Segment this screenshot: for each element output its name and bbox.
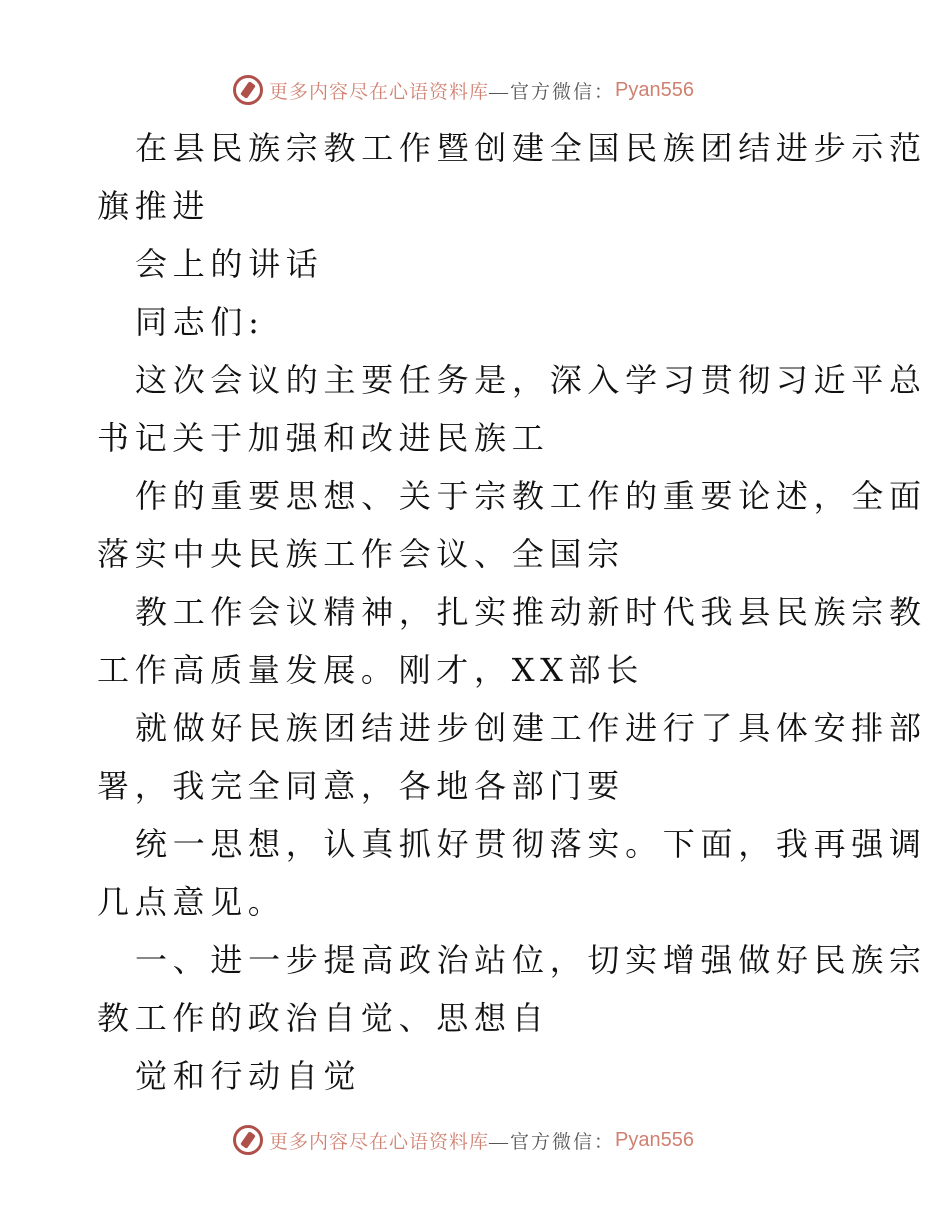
pen-logo-icon — [233, 75, 263, 105]
text-line: 统一思想，认真抓好贯彻落实。下面，我再强调 — [135, 825, 927, 863]
text-line: 教工作的政治自觉、思想自 — [97, 999, 550, 1037]
text-line: 在县民族宗教工作暨创建全国民族团结进步示范 — [135, 129, 927, 167]
text-line: 几点意见。 — [97, 883, 286, 921]
text-line: 书记关于加强和改进民族工 — [97, 419, 550, 457]
watermark-wechat-id: Pyan556 — [615, 1128, 694, 1151]
text-line: 署，我完全同意，各地各部门要 — [97, 767, 625, 805]
text-line: 一、进一步提高政治站位，切实增强做好民族宗 — [135, 941, 927, 979]
text-line: 教工作会议精神，扎实推动新时代我县民族宗教 — [135, 593, 927, 631]
document-body — [97, 126, 927, 1112]
header-watermark — [233, 70, 694, 110]
text-line: 旗推进 — [97, 187, 211, 225]
text-line: 落实中央民族工作会议、全国宗 — [97, 535, 625, 573]
text-line: 会上的讲话 — [135, 245, 324, 283]
pen-logo-icon — [233, 1125, 263, 1155]
footer-watermark — [233, 1120, 694, 1160]
text-line: 工作高质量发展。刚才，XX部长 — [97, 651, 645, 689]
text-line: 这次会议的主要任务是，深入学习贯彻习近平总 — [135, 361, 927, 399]
text-line: 就做好民族团结进步创建工作进行了具体安排部 — [135, 709, 927, 747]
watermark-text: 更多内容尽在心语资料库 — [269, 1130, 490, 1153]
text-line: 作的重要思想、关于宗教工作的重要论述，全面 — [135, 477, 927, 515]
text-line: 同志们: — [135, 303, 265, 341]
watermark-text: 更多内容尽在心语资料库 — [269, 80, 490, 103]
watermark-wechat-label: —官方微信： — [489, 81, 616, 103]
watermark-wechat-label: —官方微信： — [489, 1131, 616, 1153]
text-line: 觉和行动自觉 — [135, 1057, 362, 1095]
watermark-wechat-id: Pyan556 — [615, 78, 694, 101]
